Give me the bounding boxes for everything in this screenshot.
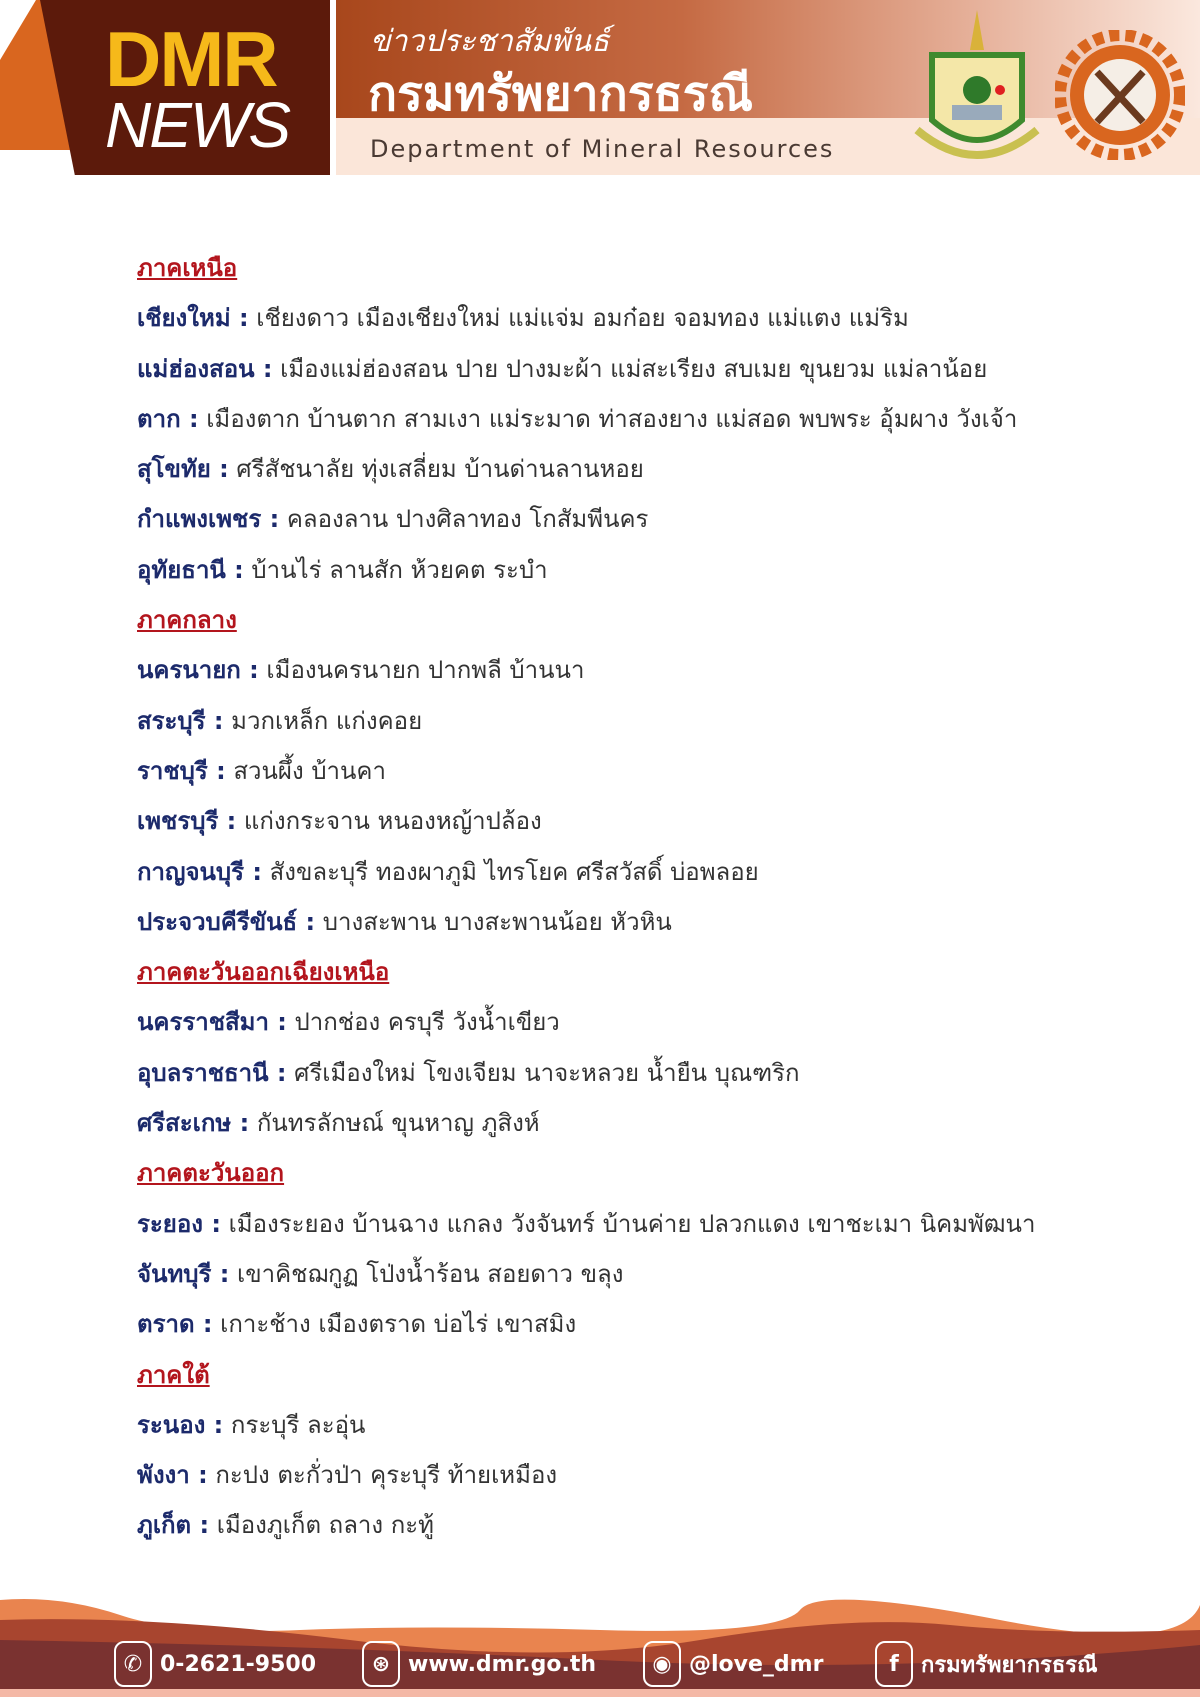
district-list: ศรีเมืองใหม่ โขงเจียม นาจะหลวย น้ำยืน บุณฑริก bbox=[294, 1058, 800, 1087]
province-name: แม่ฮ่องสอน : bbox=[137, 354, 273, 383]
contact-bar bbox=[0, 1640, 1200, 1690]
header-subtitle: ข่าวประชาสัมพันธ์ bbox=[370, 24, 610, 59]
header-title-english: Department of Mineral Resources bbox=[370, 135, 835, 163]
province-name: พังงา : bbox=[137, 1461, 208, 1490]
header bbox=[0, 0, 1200, 180]
province-name: กำแพงเพชร : bbox=[137, 505, 280, 534]
district-list: เมืองระยอง บ้านฉาง แกลง วังจันทร์ บ้านค่าย ปลวกแดง เขาชะเมา นิคมพัฒนา bbox=[228, 1209, 1036, 1238]
facebook-icon: f bbox=[875, 1641, 913, 1687]
province-name: นครราชสีมา : bbox=[137, 1008, 287, 1037]
province-row bbox=[137, 1405, 1137, 1455]
province-name: อุบลราชธานี : bbox=[137, 1058, 287, 1087]
district-list: เชียงดาว เมืองเชียงใหม่ แม่แจ่ม อมก๋อย จอมทอง แม่แตง แม่ริม bbox=[256, 304, 909, 333]
province-name: สุโขทัย : bbox=[137, 455, 229, 484]
contact-website[interactable] bbox=[362, 1640, 596, 1688]
phone-icon: ✆ bbox=[114, 1641, 152, 1687]
region-heading: ภาคใต้ bbox=[137, 1360, 210, 1389]
district-list: บ้านไร่ ลานสัก ห้วยคต ระบำ bbox=[251, 555, 548, 584]
province-row bbox=[137, 349, 1137, 399]
province-name: สระบุรี : bbox=[137, 706, 224, 735]
province-name: ตราด : bbox=[137, 1310, 213, 1339]
province-name: อุทัยธานี : bbox=[137, 555, 244, 584]
district-list: เมืองแม่ฮ่องสอน ปาย ปางมะผ้า แม่สะเรียง สบเมย ขุนยวม แม่ลาน้อย bbox=[280, 354, 988, 383]
globe-icon: ⊛ bbox=[362, 1641, 400, 1687]
district-list: สวนผึ้ง บ้านคา bbox=[233, 756, 386, 785]
province-name: กาญจนบุรี : bbox=[137, 857, 263, 886]
district-list: เมืองภูเก็ต ถลาง กะทู้ bbox=[216, 1511, 434, 1540]
province-name: ภูเก็ต : bbox=[137, 1511, 210, 1540]
district-list: คลองลาน ปางศิลาทอง โกสัมพีนคร bbox=[286, 505, 649, 534]
dmr-gear-seal-icon bbox=[1055, 30, 1185, 160]
contact-line[interactable] bbox=[643, 1640, 823, 1688]
contact-phone[interactable] bbox=[114, 1640, 316, 1688]
district-list: เกาะช้าง เมืองตราด บ่อไร่ เขาสมิง bbox=[220, 1310, 577, 1339]
district-list: กระบุรี ละอุ่น bbox=[230, 1410, 366, 1439]
province-row bbox=[137, 801, 1137, 851]
province-row bbox=[137, 1002, 1137, 1052]
province-row bbox=[137, 1103, 1137, 1153]
district-list: ศรีสัชนาลัย ทุ่งเสลี่ยม บ้านด่านลานหอย bbox=[236, 455, 644, 484]
province-name: จันทบุรี : bbox=[137, 1259, 230, 1288]
province-row bbox=[137, 298, 1137, 348]
province-name: เชียงใหม่ : bbox=[137, 304, 249, 333]
region-heading: ภาคเหนือ bbox=[137, 254, 238, 282]
province-row bbox=[137, 1204, 1137, 1254]
region-list bbox=[137, 248, 1137, 1556]
province-row bbox=[137, 852, 1137, 902]
province-row bbox=[137, 449, 1137, 499]
province-row bbox=[137, 701, 1137, 751]
district-list: บางสะพาน บางสะพานน้อย หัวหิน bbox=[322, 907, 672, 936]
province-row bbox=[137, 751, 1137, 801]
header-title: กรมทรัพยากรธรณี bbox=[368, 66, 754, 122]
province-row bbox=[137, 1455, 1137, 1505]
province-name: นครนายก : bbox=[137, 656, 259, 685]
region-heading: ภาคตะวันออกเฉียงเหนือ bbox=[137, 958, 390, 987]
district-list: เขาคิชฌกูฏ โป่งน้ำร้อน สอยดาว ขลุง bbox=[237, 1259, 624, 1288]
province-name: ประจวบคีรีขันธ์ : bbox=[137, 907, 316, 936]
district-list: เมืองนครนายก ปากพลี บ้านนา bbox=[266, 656, 585, 685]
province-name: ระนอง : bbox=[137, 1410, 224, 1439]
district-list: กะปง ตะกั่วป่า คุระบุรี ท้ายเหมือง bbox=[215, 1461, 558, 1490]
district-list: มวกเหล็ก แก่งคอย bbox=[231, 706, 423, 735]
province-row bbox=[137, 550, 1137, 600]
region-heading: ภาคตะวันออก bbox=[137, 1159, 285, 1188]
district-list: ปากช่อง ครบุรี วังน้ำเขียว bbox=[294, 1008, 560, 1037]
logo-news: NEWS bbox=[105, 89, 289, 161]
line-icon: ◉ bbox=[643, 1641, 681, 1687]
website-url: www.dmr.go.th bbox=[408, 1651, 597, 1677]
province-row bbox=[137, 1505, 1137, 1555]
province-row bbox=[137, 399, 1137, 449]
province-row bbox=[137, 1053, 1137, 1103]
contact-facebook[interactable] bbox=[875, 1640, 1098, 1688]
district-list: สังขละบุรี ทองผาภูมิ ไทรโยค ศรีสวัสดิ์ บ่อพลอย bbox=[269, 857, 759, 886]
facebook-page: กรมทรัพยากรธรณี bbox=[921, 1652, 1098, 1678]
ministry-seal-icon bbox=[912, 10, 1042, 170]
province-row bbox=[137, 1254, 1137, 1304]
province-name: ศรีสะเกษ : bbox=[137, 1109, 250, 1138]
line-id: @love_dmr bbox=[689, 1651, 824, 1677]
province-row bbox=[137, 650, 1137, 700]
province-row bbox=[137, 902, 1137, 952]
district-list: กันทรลักษณ์ ขุนหาญ ภูสิงห์ bbox=[256, 1109, 540, 1138]
province-name: เพชรบุรี : bbox=[137, 807, 237, 836]
province-name: ราชบุรี : bbox=[137, 756, 226, 785]
region-heading: ภาคกลาง bbox=[137, 606, 237, 635]
province-row bbox=[137, 1304, 1137, 1354]
district-list: เมืองตาก บ้านตาก สามเงา แม่ระมาด ท่าสองยาง แม่สอด พบพระ อุ้มผาง วังเจ้า bbox=[206, 404, 1018, 433]
province-name: ระยอง : bbox=[137, 1209, 221, 1238]
province-name: ตาก : bbox=[137, 404, 199, 433]
district-list: แก่งกระจาน หนองหญ้าปล้อง bbox=[243, 807, 542, 836]
province-row bbox=[137, 499, 1137, 549]
phone-number: 0-2621-9500 bbox=[160, 1651, 317, 1677]
logo-dmr: DMR bbox=[105, 15, 277, 103]
